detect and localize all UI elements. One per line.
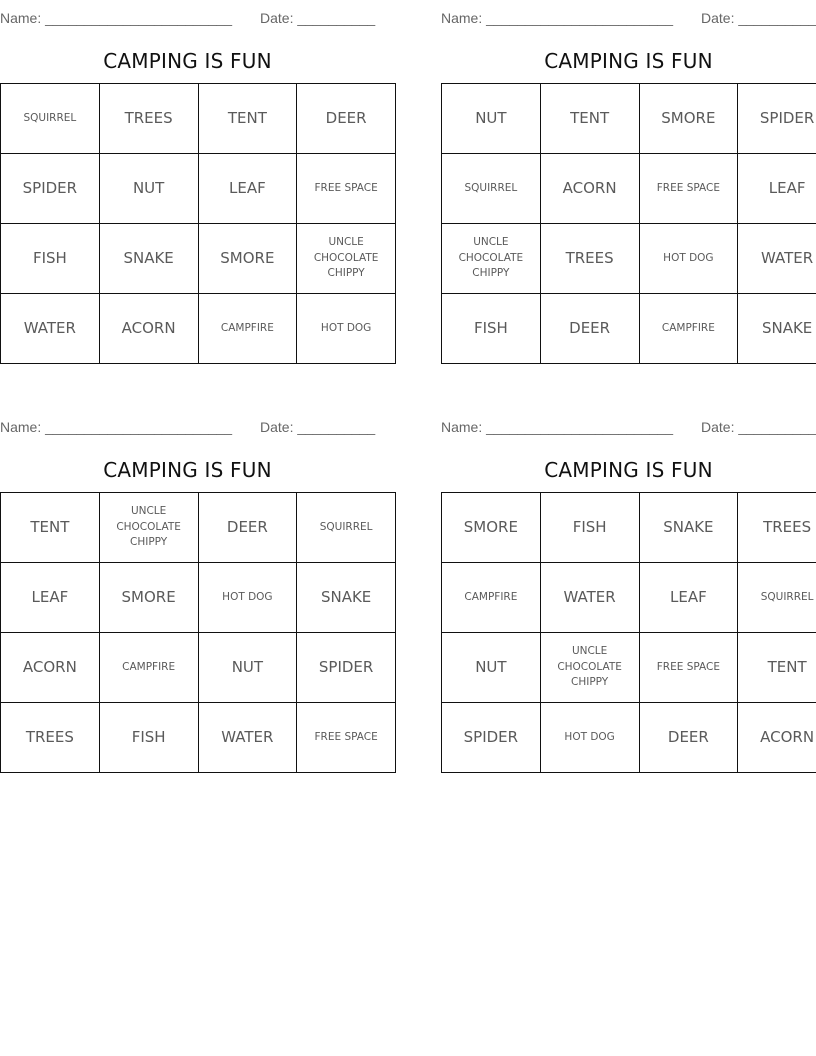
bingo-cell[interactable]: SPIDER [1,154,100,224]
card-title: CAMPING IS FUN [544,49,713,73]
bingo-cell[interactable]: WATER [540,563,639,633]
bingo-cell[interactable]: TREES [99,84,198,154]
bingo-grid [441,492,816,773]
bingo-cell[interactable]: WATER [198,703,297,773]
grid-row [1,294,396,364]
bingo-cell[interactable]: TREES [540,224,639,294]
grid-row [1,633,396,703]
card-header [441,416,816,438]
bingo-cell[interactable]: TENT [1,493,100,563]
bingo-cell[interactable]: SNAKE [297,563,396,633]
grid-row [442,294,816,364]
name-field[interactable]: Name: ________________________ [441,10,673,26]
bingo-cell[interactable]: FREE SPACE [297,703,396,773]
bingo-cell[interactable]: TREES [1,703,100,773]
bingo-cell[interactable]: CAMPFIRE [639,294,738,364]
bingo-cell[interactable]: UNCLE CHOCOLATE CHIPPY [297,224,396,294]
bingo-cell[interactable]: NUT [99,154,198,224]
bingo-cell[interactable]: NUT [442,84,541,154]
bingo-cell[interactable]: NUT [442,633,541,703]
bingo-cell[interactable]: CAMPFIRE [442,563,541,633]
date-field[interactable]: Date: __________ [260,10,376,26]
bingo-cell[interactable]: SQUIRREL [297,493,396,563]
bingo-cell[interactable]: TENT [540,84,639,154]
card-header [0,7,375,29]
bingo-cell[interactable]: DEER [540,294,639,364]
bingo-cell[interactable]: WATER [738,224,816,294]
bingo-cell[interactable]: FISH [99,703,198,773]
grid-row [1,703,396,773]
bingo-cell[interactable]: SQUIRREL [442,154,541,224]
bingo-cell[interactable]: ACORN [540,154,639,224]
card-header [441,7,816,29]
bingo-cell[interactable]: HOT DOG [540,703,639,773]
bingo-cell[interactable]: SNAKE [99,224,198,294]
grid-row [1,493,396,563]
bingo-cell[interactable]: UNCLE CHOCOLATE CHIPPY [540,633,639,703]
bingo-cell[interactable]: HOT DOG [297,294,396,364]
bingo-cell[interactable]: TENT [738,633,816,703]
bingo-cell[interactable]: SQUIRREL [1,84,100,154]
bingo-cell[interactable]: NUT [198,633,297,703]
bingo-cell[interactable]: LEAF [198,154,297,224]
date-field[interactable]: Date: __________ [260,419,376,435]
bingo-cell[interactable]: ACORN [1,633,100,703]
bingo-cell[interactable]: LEAF [639,563,738,633]
bingo-cell[interactable]: SPIDER [738,84,816,154]
bingo-cell[interactable]: FISH [540,493,639,563]
bingo-cell[interactable]: SMORE [442,493,541,563]
bingo-cell[interactable]: CAMPFIRE [198,294,297,364]
bingo-cell[interactable]: DEER [297,84,396,154]
name-field[interactable]: Name: ________________________ [0,10,232,26]
grid-row [442,84,816,154]
bingo-cell[interactable]: FREE SPACE [297,154,396,224]
bingo-cell[interactable]: SNAKE [639,493,738,563]
grid-row [1,154,396,224]
bingo-cell[interactable]: WATER [1,294,100,364]
bingo-cell[interactable]: LEAF [738,154,816,224]
bingo-cell[interactable]: FREE SPACE [639,154,738,224]
bingo-cell[interactable]: SQUIRREL [738,563,816,633]
grid-row [442,633,816,703]
grid-row [1,84,396,154]
bingo-cell[interactable]: SMORE [198,224,297,294]
bingo-cell[interactable]: TENT [198,84,297,154]
bingo-cell[interactable]: DEER [198,493,297,563]
bingo-cell[interactable]: UNCLE CHOCOLATE CHIPPY [99,493,198,563]
bingo-cell[interactable]: FREE SPACE [639,633,738,703]
bingo-grid [441,83,816,364]
bingo-cell[interactable]: TREES [738,493,816,563]
bingo-cell[interactable]: UNCLE CHOCOLATE CHIPPY [442,224,541,294]
bingo-cell[interactable]: DEER [639,703,738,773]
grid-row [442,493,816,563]
bingo-cell[interactable]: SPIDER [442,703,541,773]
bingo-cell[interactable]: FISH [442,294,541,364]
grid-row [442,224,816,294]
bingo-cell[interactable]: HOT DOG [198,563,297,633]
name-field[interactable]: Name: ________________________ [441,419,673,435]
card-header [0,416,375,438]
bingo-cell[interactable]: FISH [1,224,100,294]
bingo-cell[interactable]: LEAF [1,563,100,633]
bingo-cell[interactable]: SMORE [639,84,738,154]
grid-row [1,563,396,633]
date-field[interactable]: Date: __________ [701,419,816,435]
grid-row [442,154,816,224]
card-title: CAMPING IS FUN [544,458,713,482]
bingo-cell[interactable]: CAMPFIRE [99,633,198,703]
grid-row [1,224,396,294]
name-field[interactable]: Name: ________________________ [0,419,232,435]
bingo-cell[interactable]: HOT DOG [639,224,738,294]
card-title: CAMPING IS FUN [103,458,272,482]
date-field[interactable]: Date: __________ [701,10,816,26]
bingo-grid [0,492,396,773]
bingo-grid [0,83,396,364]
bingo-cell[interactable]: SNAKE [738,294,816,364]
card-title: CAMPING IS FUN [103,49,272,73]
bingo-cell[interactable]: ACORN [738,703,816,773]
grid-row [442,703,816,773]
bingo-cell[interactable]: SPIDER [297,633,396,703]
bingo-cell[interactable]: SMORE [99,563,198,633]
grid-row [442,563,816,633]
bingo-cell[interactable]: ACORN [99,294,198,364]
